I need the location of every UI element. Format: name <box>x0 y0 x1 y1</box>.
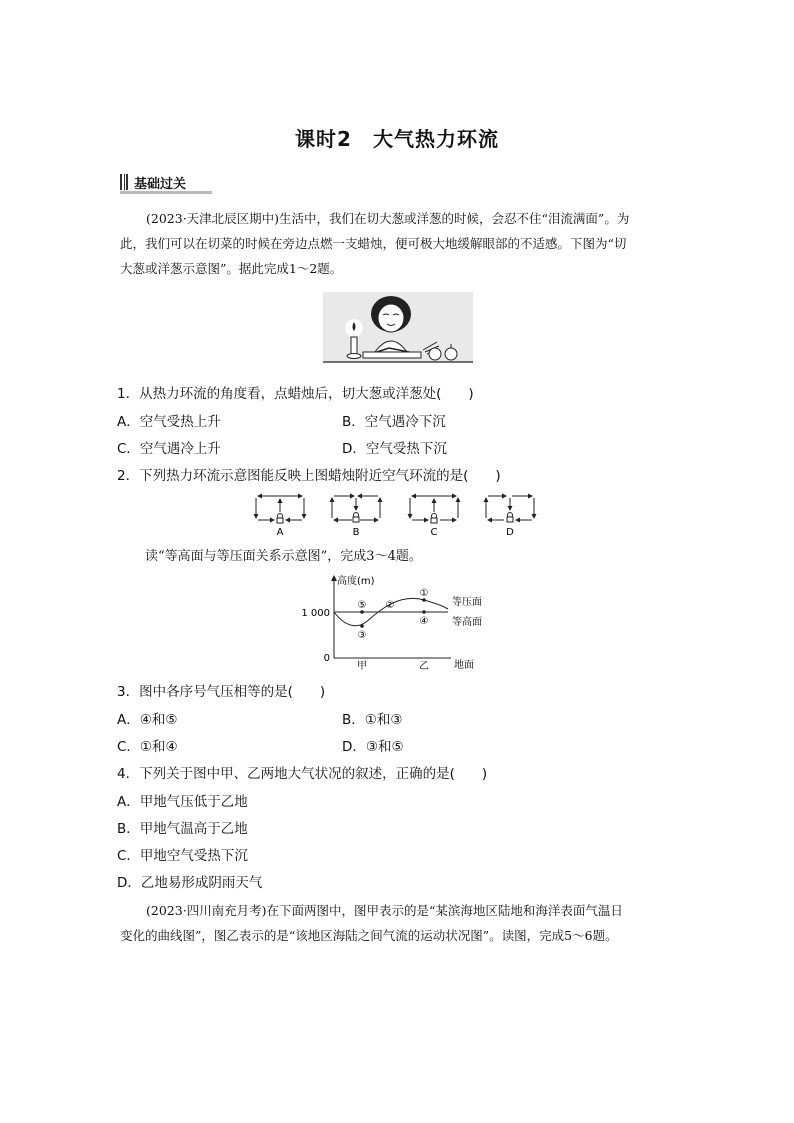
circulation-d <box>486 496 534 522</box>
section-underline <box>120 191 212 194</box>
question-4-stem: 4．下列关于图中甲、乙两地大气状况的叙述，正确的是( ) <box>117 766 488 782</box>
question-2-stem: 2．下列热力环流示意图能反映上图蜡烛附近空气环流的是( ) <box>117 468 501 484</box>
page-title: 课时2 大气热力环流 <box>295 127 499 151</box>
point-5: ⑤ <box>357 600 367 611</box>
tick-1000: 1 000 <box>301 608 330 619</box>
point-1: ① <box>419 588 429 599</box>
question-1-stem: 1．从热力环流的角度看，点蜡烛后，切大葱或洋葱处( ) <box>117 386 474 402</box>
section-label: 基础过关 <box>134 177 187 192</box>
tick-0: 0 <box>323 653 330 664</box>
intro1-line1: (2023·天津北辰区期中)生活中，我们在切大葱或洋葱的时候，会忍不住“泪流满面”。为 <box>146 211 630 226</box>
q3-option-a: A．④和⑤ <box>117 712 178 728</box>
circulation-label-b: B <box>352 527 360 538</box>
intro1-line2: 此，我们可以在切菜的时候在旁边点燃一支蜡烛，便可极大地缓解眼部的不适感。下图为“切 <box>120 236 627 251</box>
q4-option-c: C．甲地空气受热下沉 <box>117 848 248 864</box>
isobar-isoheight-diagram <box>296 570 506 672</box>
circulation-a <box>256 496 304 523</box>
q3-option-b: B．①和③ <box>342 712 403 728</box>
onion-cutting-illustration <box>323 292 473 368</box>
q1-option-d: D．空气受热下沉 <box>342 441 447 457</box>
location-jia: 甲 <box>357 661 367 672</box>
circulation-label-a: A <box>276 527 284 538</box>
intro3-line1: (2023·四川南充月考)在下面两图中，图甲表示的是“某滨海地区陆地和海洋表面气温日 <box>146 903 623 918</box>
q1-option-a: A．空气受热上升 <box>117 414 221 430</box>
q1-option-b: B．空气遇冷下沉 <box>342 414 446 430</box>
q3-option-c: C．①和④ <box>117 739 178 755</box>
point-2: ② <box>385 600 395 611</box>
cutting-board <box>363 352 421 358</box>
circulation-options-diagram <box>248 488 544 540</box>
ground-label: 地面 <box>454 660 474 671</box>
q4-option-a: A．甲地气压低于乙地 <box>117 794 248 810</box>
circulation-c <box>410 496 458 523</box>
section-header <box>120 172 212 192</box>
q3-option-d: D．③和⑤ <box>342 739 404 755</box>
location-yi: 乙 <box>419 661 429 672</box>
circulation-b <box>332 496 380 522</box>
intro3-line2: 变化的曲线图”，图乙表示的是“该地区海陆之间气流的运动状况图”。读图，完成5～6题。 <box>120 928 618 943</box>
y-axis-label: 高度(m) <box>337 576 375 587</box>
point-4: ④ <box>419 616 429 627</box>
intro-passage-3 <box>120 898 676 948</box>
intro-passage-1 <box>120 206 676 281</box>
q4-option-d: D．乙地易形成阴雨天气 <box>117 875 263 891</box>
intro-passage-2: 读“等高面与等压面关系示意图”，完成3～4题。 <box>145 549 422 564</box>
q1-option-c: C．空气遇冷上升 <box>117 441 221 457</box>
point-3: ③ <box>357 630 367 641</box>
question-3-stem: 3．图中各序号气压相等的是( ) <box>117 684 326 700</box>
isobar-label: 等压面 <box>452 597 482 608</box>
circulation-label-d: D <box>506 527 514 538</box>
isoheight-label: 等高面 <box>452 617 482 628</box>
q4-option-b: B．甲地气温高于乙地 <box>117 821 248 837</box>
circulation-label-c: C <box>430 527 438 538</box>
section-bars-icon <box>120 174 128 190</box>
intro1-line3: 大葱或洋葱示意图”。据此完成1～2题。 <box>120 261 343 276</box>
